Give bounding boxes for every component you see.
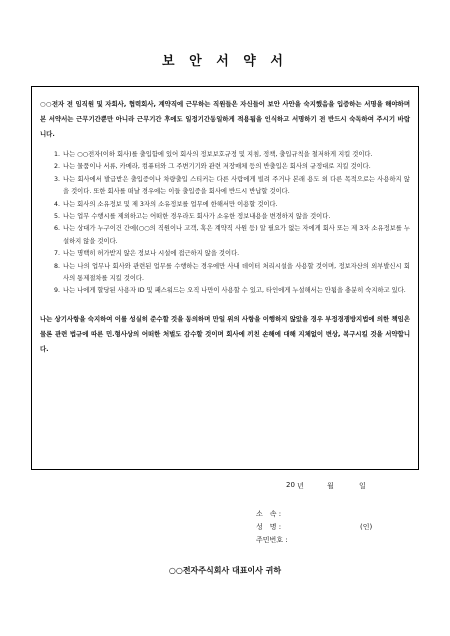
date-day-unit: 일: [359, 482, 366, 490]
item-text: 나는 회사에서 발급받은 출입증이나 차량출입 스티커는 다른 사람에게 빌려 주거나 본래 용도 외 다른 목적으로는 사용하지 않을 것이다. 또한 회사를 떠날 경우에는 이들 출입증을 회사에 반드시 반납할 것이다.: [63, 175, 410, 196]
affiliation-row: [256, 509, 294, 519]
item-text: 나는 업무 수행시를 제외하고는 어떠한 경우라도 회사가 소유한 정보내용을 변경하지 않을 것이다.: [63, 213, 331, 221]
item-text: 나는 나의 업무나 회사와 관련된 업무를 수행하는 경우에만 사내 데이터 처리시설을 사용할 것이며, 정보자산의 외부발신시 회사의 통제절차를 지킬 것이다.: [63, 262, 410, 283]
pledge-item: [54, 161, 410, 173]
name-label: 성 명 :: [256, 523, 282, 531]
item-number: 4.: [54, 200, 61, 208]
date-month-unit: 월: [327, 482, 334, 490]
seal-mark: (인): [360, 523, 373, 531]
pledge-item: [54, 199, 410, 211]
item-number: 3.: [54, 175, 61, 183]
pledge-item: [54, 211, 410, 223]
intro-paragraph: ○○전자 전 임직원 및 자회사, 협력회사, 계약직에 근무하는 직원들은 자신들이 보안 사안을 숙지했음을 입증하는 서명을 해야하며 본 서약서는 근무기간뿐만 아니라 근무기간 후에도 일정기간동일하게 적용됨을 인식하고 서명하기 전 반드시 숙독하여 주시기 바랍니다.: [40, 100, 411, 138]
closing-paragraph: 나는 상기사항을 숙지하여 이를 성실히 준수할 것을 동의하며 만일 위의 사항을 이행하지 않았을 경우 부정경쟁방지법에 의한 책임은 물론 관련 법규에 따른 민.형사상의 어떠한 처벌도 감수할 것이며 회사에 끼친 손해에 대해 지체없이 변상, 복구시킬 것을 서약합니다.: [40, 314, 410, 353]
date-year: 20: [286, 481, 295, 489]
item-text: 나는 나에게 할당된 사용자 ID 및 패스워드는 오직 나만이 사용할 수 있고, 타인에게 누설해서는 안됨을 충분히 숙지하고 있다.: [63, 287, 406, 295]
item-text: 나는 ○○전자(이하 회사)를 출입함에 있어 회사의 정보보호규정 및 지침, 정책, 출입규칙을 철저하게 지킬 것이다.: [63, 151, 373, 158]
name-row: [256, 522, 294, 532]
item-number: 6.: [54, 225, 61, 233]
item-number: 5.: [54, 213, 61, 221]
pledge-item: [54, 248, 410, 260]
pledge-item: [54, 174, 410, 199]
date-year-unit: 년: [297, 482, 304, 490]
item-number: 7.: [54, 250, 61, 258]
item-number: 9.: [54, 287, 61, 295]
pledge-item: [54, 261, 410, 286]
pledge-box: [31, 86, 419, 470]
pledge-items: [40, 149, 410, 298]
id-number-label: 주민번호 :: [256, 536, 288, 544]
item-text: 나는 명백히 허가받지 않은 정보나 시설에 접근하지 않을 것이다.: [63, 250, 240, 258]
pledge-item: [54, 285, 410, 297]
affiliation-label: 소 속 :: [256, 510, 282, 518]
id-number-row: [256, 535, 294, 545]
item-text: 나는 물품이나 서류, 카메라, 컴퓨터와 그 주변기기와 관련 저장매체 등의 반출입은 회사의 규정대로 지킬 것이다.: [63, 163, 371, 171]
item-number: 8.: [54, 262, 61, 270]
item-number: 1.: [54, 151, 61, 158]
item-text: 나는 상대가 누구이건 간에(○○의 직원이나 고객, 혹은 계약직 사원 등) 알 필요가 없는 자에게 회사 또는 제 3자 소유정보를 누설하지 않을 것이다.: [63, 225, 410, 245]
item-text: 나는 회사의 소유정보 및 제 3자의 소유정보를 업무에 한해서만 이용할 것이다.: [63, 200, 278, 208]
item-number: 2.: [54, 163, 61, 171]
pledge-item: [54, 149, 410, 161]
addressee: ○○전자주식회사 대표이사 귀하: [168, 566, 282, 575]
pledge-item: [54, 223, 410, 248]
document-title: 보 안 서 약 서: [162, 54, 288, 69]
